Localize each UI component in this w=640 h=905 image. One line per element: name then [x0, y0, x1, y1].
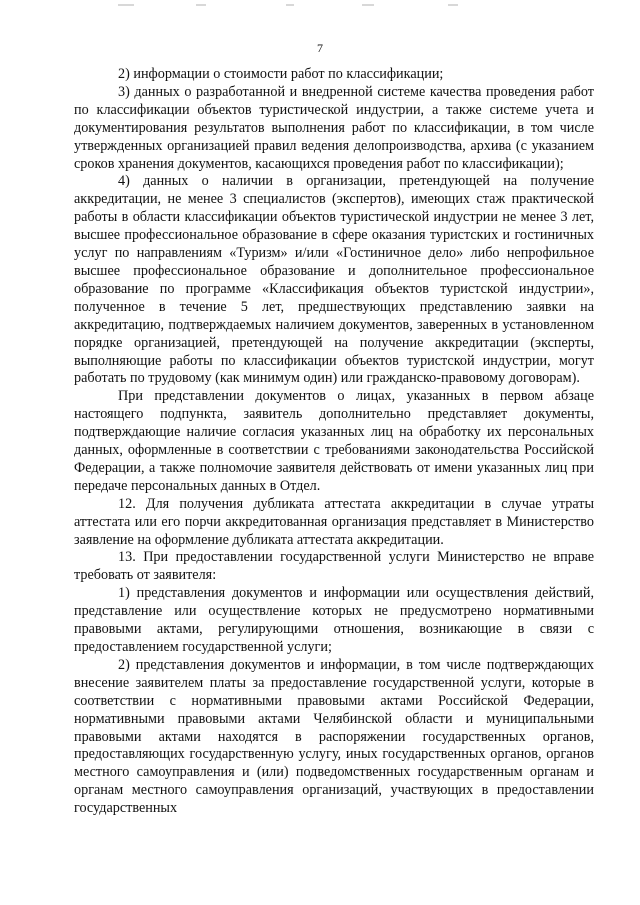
- scan-edge-mark: [448, 4, 458, 6]
- paragraph-clause-13-item-1: 1) представления документов и информации или осуществления действий, представление или осуществление которых не предусмотрено нормативными правовыми актами, регулирующими отношения, возникающие в связи с предоставлением государственной услуги;: [74, 585, 594, 655]
- scan-edge-mark: [286, 4, 294, 6]
- page-number: 7: [317, 41, 323, 55]
- paragraph-item-3: 3) данных о разработанной и внедренной системе качества проведения работ по классификации объектов туристической индустрии, а также системе учета и документирования результатов выполнения работ по классификации, в том числе утвержденных организацией правил ведения делопроизводства, архива (с указанием сроков хранения документов, касающихся проведения работ по классификации);: [74, 83, 594, 172]
- paragraph-persons-note: При представлении документов о лицах, указанных в первом абзаце настоящего подпункта, заявитель дополнительно представляет документы, подтверждающие наличие согласия указанных лиц на обработку их персональных данных, оформленные в соответствии с требованиями законодательства Российской Федерации, а также полномочие заявителя действовать от имени указанных лиц при передаче персональных данных в Отдел.: [74, 388, 594, 494]
- paragraph-item-4: 4) данных о наличии в организации, претендующей на получение аккредитации, не менее 3 специалистов (экспертов), имеющих стаж практической работы в области классификации объектов туристической индустрии не менее 3 лет, высшее профессиональное образование в сфере оказания туристских и гостиничных услуг по направлениям «Туризм» и/или «Гостиничное дело» либо непрофильное высшее профессиональное образование и дополнительное профессиональное образование по программе «Классификация объектов туристской индустрии», полученное в течение 5 лет, предшествующих представлению заявки на аккредитацию, подтверждаемых наличием документов, заверенных в установленном порядке организацией, претендующей на получение аккредитации (эксперты, выполняющие работы по классификации объектов туристской индустрии, могут работать по трудовому (как минимум один) или гражданско-правовому договорам).: [74, 173, 594, 387]
- scan-edge-mark: [196, 4, 206, 6]
- paragraph-clause-13-item-2: 2) представления документов и информации, в том числе подтверждающих внесение заявителем платы за предоставление государственной услуги, которые в соответствии с нормативными правовыми актами Российской Федерации, нормативными правовыми актами Челябинской области и муниципальными правовыми актами находятся в распоряжении государственных органов, предоставляющих государственную услугу, иных государственных органов, органов местного самоуправления и (или) подведомственных государственным органам и органам местного самоуправления организаций, участвующих в предоставлении государственных: [74, 656, 594, 817]
- scan-edge-mark: [362, 4, 374, 6]
- paragraph-clause-12: 12. Для получения дубликата аттестата аккредитации в случае утраты аттестата или его порчи аккредитованная организация представляет в Министерство заявление на оформление дубликата аттестата аккредитации.: [74, 495, 594, 548]
- scan-edge-mark: [118, 4, 134, 6]
- paragraph-item-2: 2) информации о стоимости работ по классификации;: [118, 66, 444, 82]
- document-body: [74, 66, 594, 818]
- paragraph-clause-13: 13. При предоставлении государственной услуги Министерство не вправе требовать от заявителя:: [74, 549, 594, 584]
